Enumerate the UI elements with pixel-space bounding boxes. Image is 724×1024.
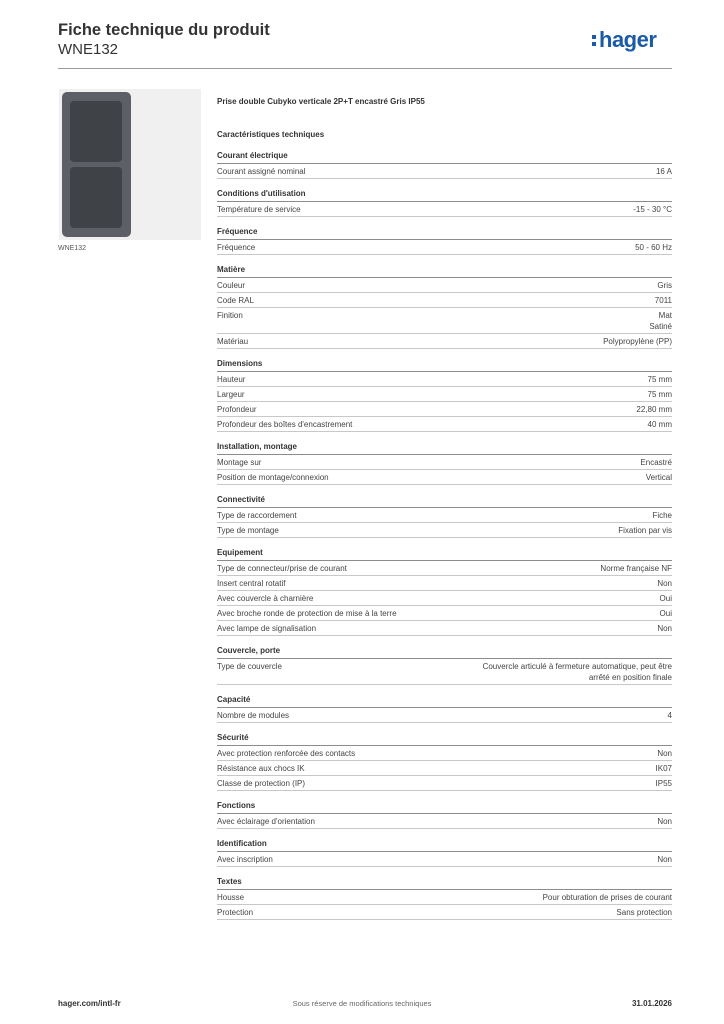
spec-value-line: Non — [657, 579, 672, 588]
spec-label: Insert central rotatif — [217, 579, 286, 588]
footer-website: hager.com/intl-fr — [58, 999, 121, 1008]
image-caption: WNE132 — [58, 245, 87, 252]
spec-row — [217, 455, 672, 470]
spec-value — [636, 404, 672, 415]
spec-row — [217, 659, 672, 685]
spec-row — [217, 164, 672, 179]
spec-sheet — [217, 96, 672, 920]
spec-value-line: Pour obturation de prises de courant — [542, 893, 672, 902]
spec-value — [657, 280, 672, 291]
section-heading: Courant électrique — [217, 149, 672, 164]
spec-row — [217, 372, 672, 387]
spec-label: Montage sur — [217, 458, 262, 467]
spec-value — [657, 623, 672, 634]
spec-label: Position de montage/connexion — [217, 473, 329, 482]
spec-value-line: Couvercle articulé à fermeture automatique, peut être — [482, 662, 672, 671]
spec-row — [217, 417, 672, 432]
spec-value — [657, 854, 672, 865]
spec-value-line: Norme française NF — [600, 564, 672, 573]
spec-value — [655, 295, 672, 306]
spec-value-line: 75 mm — [647, 390, 672, 399]
spec-value-line: Encastré — [640, 458, 672, 467]
spec-label: Finition — [217, 311, 243, 320]
spec-value-line: Satiné — [649, 322, 672, 331]
spec-label: Fréquence — [217, 243, 256, 252]
header-divider — [58, 68, 672, 69]
spec-row — [217, 334, 672, 349]
section-heading: Equipement — [217, 546, 672, 561]
spec-row — [217, 708, 672, 723]
spec-value-line: Non — [657, 624, 672, 633]
section-heading: Installation, montage — [217, 440, 672, 455]
spec-value-line: Non — [657, 749, 672, 758]
footer-notice: Sous réserve de modifications techniques — [292, 999, 432, 1008]
spec-label: Résistance aux chocs IK — [217, 764, 305, 773]
spec-value — [633, 204, 672, 215]
section-heading: Fréquence — [217, 225, 672, 240]
product-image — [59, 89, 201, 240]
spec-row — [217, 508, 672, 523]
section-heading: Identification — [217, 837, 672, 852]
section-heading: Sécurité — [217, 731, 672, 746]
spec-value — [646, 472, 672, 483]
spec-row — [217, 278, 672, 293]
section-heading: Capacité — [217, 693, 672, 708]
section-heading: Fonctions — [217, 799, 672, 814]
spec-value-line: arrêté en position finale — [588, 673, 672, 682]
spec-value — [483, 661, 672, 683]
spec-value-line: 7011 — [654, 296, 672, 305]
spec-value — [656, 166, 672, 177]
section-heading: Conditions d'utilisation — [217, 187, 672, 202]
spec-value — [600, 563, 672, 574]
spec-value — [668, 710, 672, 721]
spec-label: Code RAL — [217, 296, 254, 305]
spec-row — [217, 402, 672, 417]
spec-value — [657, 578, 672, 589]
spec-row — [217, 621, 672, 636]
spec-label: Courant assigné nominal — [217, 167, 306, 176]
spec-value — [618, 525, 672, 536]
spec-value-line: -15 - 30 °C — [633, 205, 672, 214]
spec-label: Housse — [217, 893, 245, 902]
spec-label: Protection — [217, 908, 254, 917]
spec-label: Avec broche ronde de protection de mise à la terre — [217, 609, 397, 618]
spec-value — [648, 419, 672, 430]
spec-row — [217, 606, 672, 621]
page-title: Fiche technique du produit — [58, 21, 270, 39]
spec-row — [217, 576, 672, 591]
spec-value-line: Sans protection — [616, 908, 672, 917]
spec-value — [603, 336, 672, 347]
spec-sections — [217, 149, 672, 920]
spec-value — [635, 242, 672, 253]
section-heading: Dimensions — [217, 357, 672, 372]
spec-row — [217, 523, 672, 538]
spec-row — [217, 852, 672, 867]
spec-row — [217, 890, 672, 905]
spec-label: Température de service — [217, 205, 301, 214]
spec-row — [217, 814, 672, 829]
spec-value-line: Vertical — [645, 473, 672, 482]
spec-value-line: Oui — [659, 609, 672, 618]
spec-value — [657, 816, 672, 827]
spec-value-line: IK07 — [655, 764, 672, 773]
spec-value — [543, 892, 672, 903]
spec-label: Avec protection renforcée des contacts — [217, 749, 356, 758]
spec-value-line: Oui — [659, 594, 672, 603]
section-heading: Textes — [217, 875, 672, 890]
spec-value-line: Non — [657, 817, 672, 826]
hager-logo — [592, 27, 656, 53]
spec-row — [217, 776, 672, 791]
spec-label: Avec inscription — [217, 855, 273, 864]
spec-row — [217, 561, 672, 576]
spec-label: Avec lampe de signalisation — [217, 624, 317, 633]
spec-value — [657, 748, 672, 759]
spec-row — [217, 905, 672, 920]
socket-cover-bottom — [70, 167, 122, 228]
spec-row — [217, 591, 672, 606]
spec-label: Type de montage — [217, 526, 279, 535]
spec-row — [217, 470, 672, 485]
spec-value-line: IP55 — [655, 779, 672, 788]
spec-value-line: Gris — [657, 281, 672, 290]
spec-value-line: 22,80 mm — [636, 405, 672, 414]
spec-value-line: 4 — [667, 711, 672, 720]
spec-label: Avec éclairage d'orientation — [217, 817, 315, 826]
spec-value — [660, 608, 672, 619]
spec-label: Profondeur des boîtes d'encastrement — [217, 420, 353, 429]
spec-row — [217, 240, 672, 255]
socket-plate — [62, 92, 131, 237]
spec-label: Type de couvercle — [217, 662, 282, 671]
spec-label: Couleur — [217, 281, 246, 290]
spec-row — [217, 308, 672, 334]
spec-value — [656, 778, 672, 789]
spec-label: Hauteur — [217, 375, 246, 384]
spec-value-line: Non — [657, 855, 672, 864]
spec-label: Avec couvercle à charnière — [217, 594, 314, 603]
spec-value-line: 50 - 60 Hz — [635, 243, 672, 252]
spec-label: Type de raccordement — [217, 511, 297, 520]
spec-row — [217, 202, 672, 217]
spec-value — [640, 457, 672, 468]
spec-value — [652, 510, 672, 521]
spec-label: Nombre de modules — [217, 711, 290, 720]
spec-value-line: 16 A — [655, 167, 672, 176]
spec-label: Type de connecteur/prise de courant — [217, 564, 347, 573]
product-reference: WNE132 — [58, 41, 119, 58]
spec-value — [649, 310, 672, 332]
spec-row — [217, 293, 672, 308]
footer-date: 31.01.2026 — [631, 999, 672, 1008]
section-heading: Matière — [217, 263, 672, 278]
socket-cover-top — [70, 101, 122, 162]
spec-title: Caractéristiques techniques — [217, 130, 325, 139]
spec-value-line: 75 mm — [647, 375, 672, 384]
spec-value — [656, 763, 672, 774]
spec-label: Matériau — [217, 337, 249, 346]
spec-value-line: Polypropylène (PP) — [603, 337, 672, 346]
spec-label: Largeur — [217, 390, 245, 399]
section-heading: Couvercle, porte — [217, 644, 672, 659]
spec-value-line: Fixation par vis — [618, 526, 672, 535]
spec-value-line: 40 mm — [647, 420, 672, 429]
spec-row — [217, 761, 672, 776]
spec-value-line: Mat — [658, 311, 672, 320]
spec-label: Profondeur — [217, 405, 257, 414]
section-heading: Connectivité — [217, 493, 672, 508]
spec-value — [660, 593, 672, 604]
spec-value — [616, 907, 672, 918]
logo-dots-icon — [592, 32, 598, 46]
logo-text: hager — [599, 27, 657, 52]
spec-label: Classe de protection (IP) — [217, 779, 306, 788]
spec-value — [648, 389, 672, 400]
spec-value-line: Fiche — [652, 511, 672, 520]
product-name: Prise double Cubyko verticale 2P+T encastré Gris IP55 — [217, 97, 425, 106]
spec-value — [648, 374, 672, 385]
spec-row — [217, 746, 672, 761]
spec-row — [217, 387, 672, 402]
